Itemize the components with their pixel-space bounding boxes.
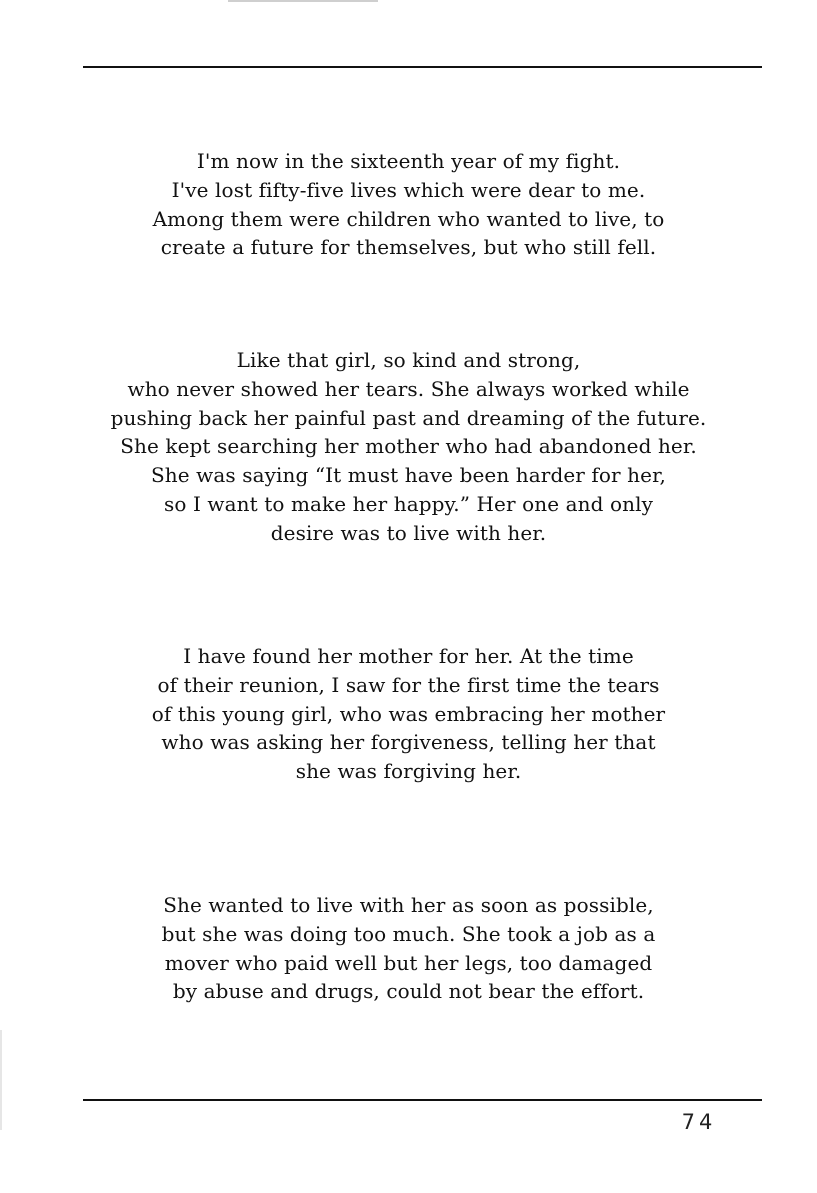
paragraph-line: I'm now in the sixteenth year of my fight.: [196, 149, 621, 173]
paragraph-4: [40, 891, 777, 1006]
left-page-edge: [0, 1030, 2, 1130]
paragraph-line: Among them were children who wanted to live, to: [152, 206, 665, 231]
paragraph-line: Like that girl, so kind and strong,: [236, 348, 581, 372]
paragraph-line: by abuse and drugs, could not bear the effort.: [172, 979, 645, 1004]
paragraph-line: create a future for themselves, but who still fell.: [160, 235, 657, 260]
paragraph-2: [40, 346, 777, 548]
paragraph-1: [40, 147, 777, 262]
paragraph-line: who was asking her forgiveness, telling her that: [161, 730, 656, 755]
paragraph-line: She kept searching her mother who had abandoned her.: [120, 434, 697, 459]
top-edge-scrap: [228, 0, 378, 2]
paragraph-line: she was forgiving her.: [295, 759, 522, 784]
paragraph-line: desire was to live with her.: [270, 520, 547, 545]
paragraph-line: of this young girl, who was embracing her mother: [151, 701, 666, 726]
paragraph-line: but she was doing too much. She took a job as a: [161, 921, 656, 946]
paragraph-line: of their reunion, I saw for the first time the tears: [157, 672, 660, 697]
paragraph-line: mover who paid well but her legs, too damaged: [164, 950, 653, 975]
paragraph-line: pushing back her painful past and dreaming of the future.: [110, 405, 707, 430]
paragraph-line: I have found her mother for her. At the time: [183, 644, 634, 668]
paragraph-line: She wanted to live with her as soon as possible,: [163, 893, 654, 917]
paragraph-3: [40, 642, 777, 786]
top-rule: [83, 66, 762, 68]
bottom-rule: [83, 1099, 762, 1101]
paragraph-line: She was saying “It must have been harder for her,: [150, 463, 667, 488]
paragraph-line: who never showed her tears. She always worked while: [127, 376, 690, 401]
page-number: 74: [681, 1110, 717, 1134]
paragraph-line: I've lost fifty-five lives which were dear to me.: [171, 177, 646, 202]
paragraph-line: so I want to make her happy.” Her one and only: [164, 491, 653, 516]
